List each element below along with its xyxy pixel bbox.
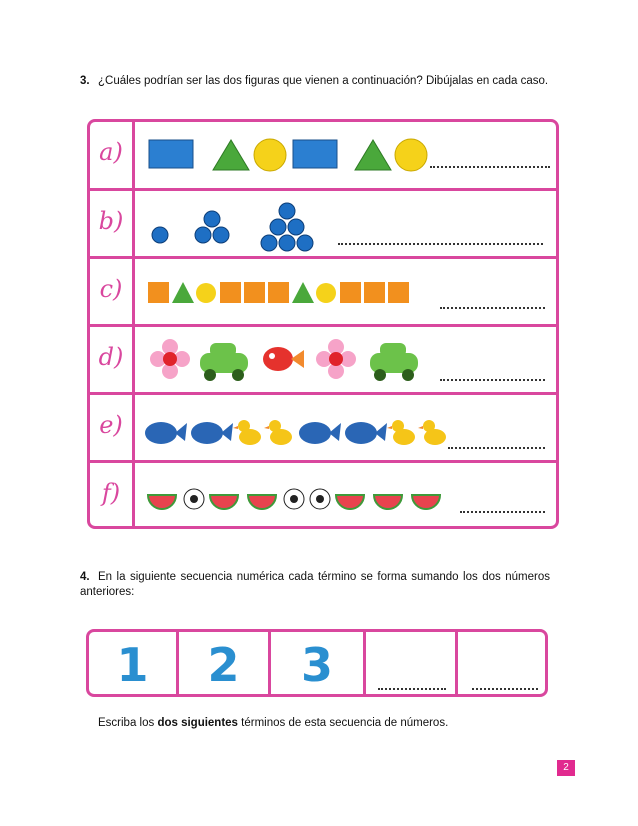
row-c xyxy=(90,256,556,324)
row-label-c: c) xyxy=(99,275,123,303)
watermelon-icon xyxy=(336,495,364,509)
duck-icon xyxy=(233,420,261,445)
watermelon-icon xyxy=(412,495,440,509)
whale-icon xyxy=(345,422,387,444)
sequence-number: 1 xyxy=(116,638,149,692)
question-3-number: 3. xyxy=(80,75,90,87)
row-a-shapes xyxy=(145,132,445,192)
instruction-bold: dos siguientes xyxy=(157,717,238,729)
sequence-number: 3 xyxy=(300,638,333,692)
orange-square xyxy=(244,282,265,303)
instruction-text xyxy=(98,717,448,729)
instruction-after: términos de esta secuencia de números. xyxy=(237,717,449,729)
yellow-circle xyxy=(395,139,427,171)
orange-square xyxy=(220,282,241,303)
car-icon xyxy=(200,343,248,381)
blue-ball xyxy=(204,211,220,227)
yellow-circle xyxy=(316,283,336,303)
orange-square xyxy=(388,282,409,303)
question-3-text: ¿Cuáles podrían ser las dos figuras que vienen a continuación? Dibújalas en cada caso. xyxy=(98,75,549,87)
blue-ball xyxy=(297,235,313,251)
duck-icon xyxy=(387,420,415,445)
soccer-ball-icon xyxy=(184,489,204,509)
flower-icon xyxy=(316,339,356,379)
sequence-cell-4[interactable] xyxy=(363,632,455,694)
sequence-cell-3 xyxy=(268,632,363,694)
duck-icon xyxy=(418,420,446,445)
row-d xyxy=(90,324,556,392)
row-e xyxy=(90,392,556,460)
blue-ball xyxy=(270,219,286,235)
blue-ball xyxy=(279,235,295,251)
duck-icon xyxy=(264,420,292,445)
blue-ball xyxy=(213,227,229,243)
instruction-before: Escriba los xyxy=(98,717,158,729)
row-f xyxy=(90,460,556,526)
row-label-b: b) xyxy=(98,207,124,235)
whale-icon xyxy=(145,422,187,444)
sequence-cell-1 xyxy=(89,632,176,694)
blue-ball xyxy=(261,235,277,251)
blue-ball xyxy=(152,227,168,243)
orange-square xyxy=(364,282,385,303)
row-label-d: d) xyxy=(98,343,124,371)
answer-line-4[interactable] xyxy=(378,688,446,690)
row-b xyxy=(90,188,556,256)
row-c-shapes xyxy=(148,279,448,319)
sequence-figures-table xyxy=(87,119,559,529)
row-b-balls xyxy=(150,197,350,257)
question-4-text: En la siguiente secuencia numérica cada término se forma sumando los dos números anteriores: xyxy=(80,571,550,598)
sequence-number: 2 xyxy=(207,638,240,692)
answer-line-5[interactable] xyxy=(472,688,538,690)
fish-icon xyxy=(263,347,304,371)
green-triangle xyxy=(213,140,249,170)
whale-icon xyxy=(299,422,341,444)
orange-square xyxy=(340,282,361,303)
sequence-cell-2 xyxy=(176,632,268,694)
watermelon-icon xyxy=(374,495,402,509)
green-triangle xyxy=(172,282,194,303)
row-e-pictures xyxy=(145,411,455,451)
answer-line-d[interactable] xyxy=(440,379,545,381)
orange-square xyxy=(268,282,289,303)
car-icon xyxy=(370,343,418,381)
orange-square xyxy=(148,282,169,303)
answer-line-c[interactable] xyxy=(440,307,545,309)
answer-line-a[interactable] xyxy=(430,166,550,168)
flower-icon xyxy=(150,339,190,379)
blue-ball xyxy=(288,219,304,235)
blue-ball xyxy=(279,203,295,219)
green-triangle xyxy=(292,282,314,303)
green-triangle xyxy=(355,140,391,170)
watermelon-icon xyxy=(248,495,276,509)
blue-ball xyxy=(195,227,211,243)
row-f-pictures xyxy=(148,479,468,519)
answer-line-e[interactable] xyxy=(448,447,545,449)
blue-rectangle xyxy=(149,140,193,168)
yellow-circle xyxy=(254,139,286,171)
question-4-number: 4. xyxy=(80,571,90,583)
answer-line-b[interactable] xyxy=(338,243,543,245)
watermelon-icon xyxy=(210,495,238,509)
answer-line-f[interactable] xyxy=(460,511,545,513)
page-number: 2 xyxy=(557,760,575,776)
sequence-cell-5[interactable] xyxy=(455,632,545,694)
watermelon-icon xyxy=(148,495,176,509)
question-4 xyxy=(80,570,550,600)
yellow-circle xyxy=(196,283,216,303)
row-label-f: f) xyxy=(101,479,121,507)
blue-rectangle xyxy=(293,140,337,168)
whale-icon xyxy=(191,422,233,444)
question-3 xyxy=(80,74,570,89)
row-label-e: e) xyxy=(99,411,123,439)
row-a xyxy=(90,122,556,188)
number-sequence-table xyxy=(86,629,548,697)
row-label-a: a) xyxy=(99,138,123,166)
soccer-ball-icon xyxy=(284,489,304,509)
soccer-ball-icon xyxy=(310,489,330,509)
row-d-pictures xyxy=(148,337,448,387)
